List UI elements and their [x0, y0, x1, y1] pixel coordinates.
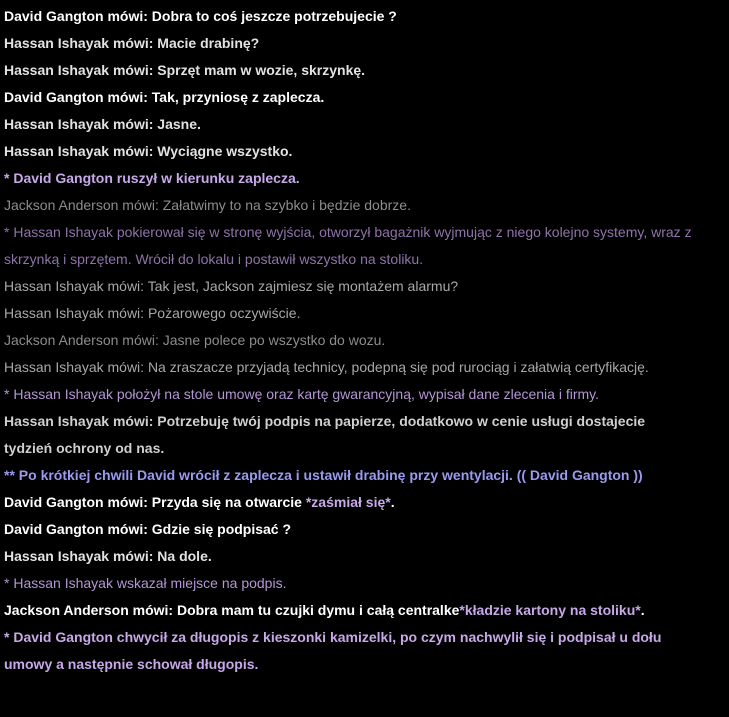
chat-me-line: * David Gangton chwycił za długopis z kieszonki kamizelki, po czym nachwylił się i podpisał u dołu umowy a następnie schował długopis. [4, 629, 662, 672]
chat-line: Hassan Ishayak mówi: Potrzebuję twój podpis na papierze, dodatkowo w cenie usługi dostajecie tydzień ochrony od nas. [4, 413, 646, 456]
chat-line: Hassan Ishayak mówi: Jasne. [4, 116, 201, 132]
chat-line: David Gangton mówi: Gdzie się podpisać ? [4, 521, 292, 537]
chat-me-line: * David Gangton ruszył w kierunku zaplecza. [4, 170, 300, 186]
chat-me-line: * Hassan Ishayak pokierował się w stronę wyjścia, otworzył bagażnik wyjmując z niego kolejno systemy, wraz z skrzynką i sprzętem. Wrócił do lokalu i postawił wszystko na stoliku. [4, 224, 692, 267]
chat-line: Hassan Ishayak mówi: Macie drabinę? [4, 35, 260, 51]
chat-line: Hassan Ishayak mówi: Sprzęt mam w wozie, skrzynkę. [4, 62, 366, 78]
chat-me-line: * Hassan Ishayak wskazał miejsce na podpis. [4, 575, 287, 591]
chat-line-text: David Gangton mówi: Przyda się na otwarcie [4, 494, 306, 510]
chat-action: *zaśmiał się* [305, 494, 391, 510]
chat-line [4, 597, 725, 624]
chat-line: Hassan Ishayak mówi: Tak jest, Jackson zajmiesz się montażem alarmu? [4, 278, 459, 294]
chat-line-text: Jackson Anderson mówi: Dobra mam tu czujki dymu i całą centralke [4, 602, 460, 618]
chat-line: Hassan Ishayak mówi: Wyciągne wszystko. [4, 143, 293, 159]
chat-do-line: ** Po krótkiej chwili David wrócił z zaplecza i ustawił drabinę przy wentylacji. (( David Gangton )) [4, 467, 643, 483]
chat-line: Hassan Ishayak mówi: Na zraszacze przyjadą technicy, podepną się pod rurociąg i załatwią certyfikację. [4, 359, 649, 375]
chat-line: Jackson Anderson mówi: Załatwimy to na szybko i będzie dobrze. [4, 197, 411, 213]
chat-line: David Gangton mówi: Dobra to coś jeszcze potrzebujecie ? [4, 8, 397, 24]
chat-line: David Gangton mówi: Tak, przyniosę z zaplecza. [4, 89, 325, 105]
chat-line: Jackson Anderson mówi: Jasne polece po wszystko do wozu. [4, 332, 386, 348]
chat-line [4, 489, 725, 516]
chat-line-tail: . [390, 494, 395, 510]
chat-line: Hassan Ishayak mówi: Pożarowego oczywiście. [4, 305, 301, 321]
chat-line: Hassan Ishayak mówi: Na dole. [4, 548, 212, 564]
chat-line-tail: . [640, 602, 645, 618]
chat-me-line: * Hassan Ishayak położył na stole umowę oraz kartę gwarancyjną, wypisał dane zlecenia i firmy. [4, 386, 600, 402]
chat-action: *kładzie kartony na stoliku* [459, 602, 641, 618]
